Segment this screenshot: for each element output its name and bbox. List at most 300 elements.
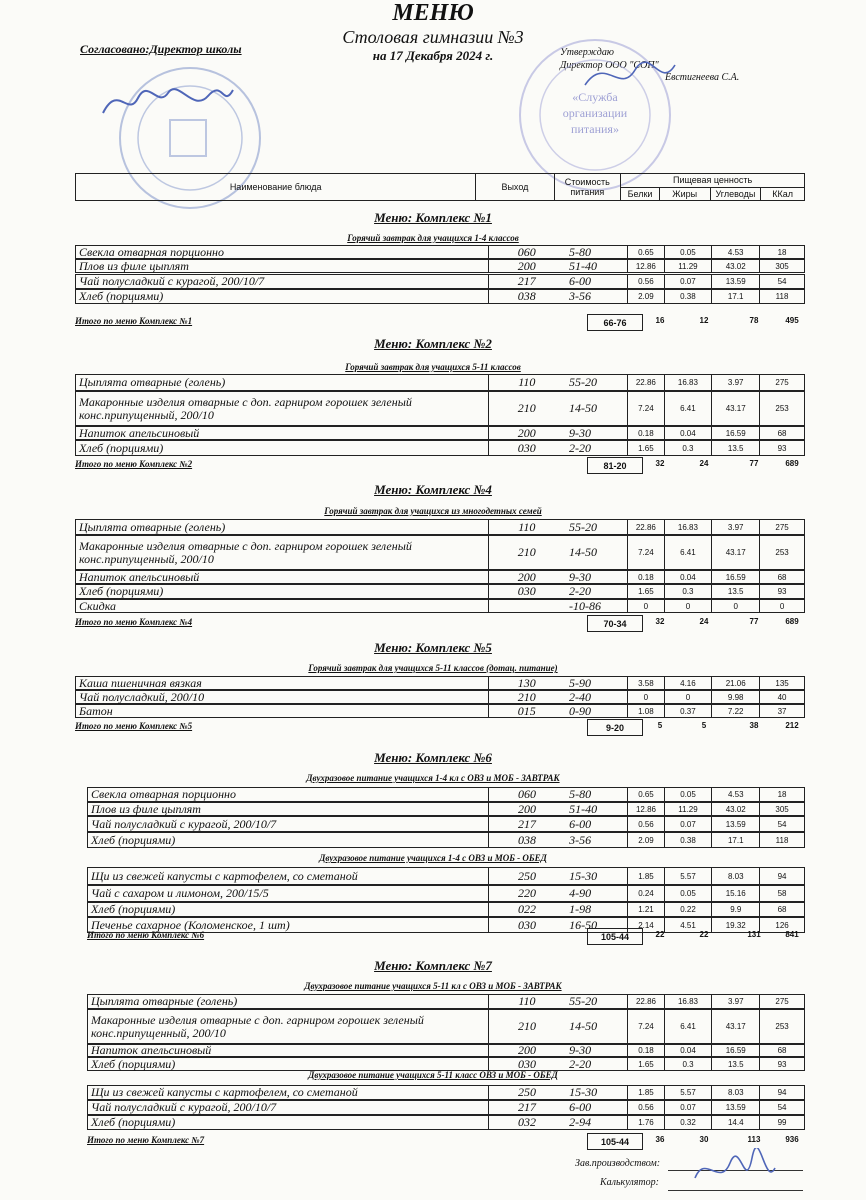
total-label: Итого по меню Комплекс №2 [75, 459, 193, 469]
dish-price: 5-80 [565, 788, 628, 801]
header-price: Стоимость питания [554, 174, 621, 201]
total-price: 66-76 [587, 314, 643, 331]
table-row [87, 816, 805, 832]
director-fio: Евстигнеева С.А. [665, 72, 740, 83]
dish-protein: 0.56 [628, 275, 664, 288]
header-protein: Белки [621, 187, 660, 201]
total-fat: 22 [699, 930, 709, 939]
dish-price: 3-56 [565, 290, 628, 303]
dish-fat: 0.04 [665, 427, 713, 439]
dish-carbs: 9.9 [712, 903, 760, 916]
total-carbs: 131 [747, 930, 761, 939]
dish-protein: 0.65 [628, 788, 664, 801]
dish-kcal: 18 [777, 247, 787, 257]
dish-protein: 0 [628, 600, 664, 612]
dish-fat: 0.3 [665, 1058, 713, 1070]
dish-protein: 22.86 [628, 520, 664, 534]
dish-protein: 7.24 [628, 392, 664, 425]
dish-fat: 5.57 [665, 868, 713, 884]
dish-name: Хлеб (порциями) [76, 290, 489, 303]
table-row [87, 1057, 805, 1071]
table-row [75, 599, 805, 613]
table-row [87, 832, 805, 848]
section-title: Меню: Комплекс №1 [374, 210, 492, 225]
dish-kcal: 54 [777, 277, 787, 286]
dish-carbs: 43.02 [712, 260, 760, 272]
total-carbs: 78 [749, 316, 759, 325]
director-title: Директор ООО "СОП" [560, 60, 659, 71]
dish-kcal: 93 [777, 587, 787, 596]
dish-kcal: 93 [777, 1059, 787, 1069]
dish-output: 250 [517, 1085, 536, 1099]
dish-name: Макаронные изделия отварные с доп. гарниром горошек зеленый конс.припущенный, 200/10 [76, 536, 489, 569]
dish-carbs: 4.53 [712, 788, 760, 801]
dish-name: Хлеб (порциями) [76, 441, 489, 455]
header-nutrition: Пищевая ценность [621, 174, 805, 188]
dish-fat: 6.41 [665, 1010, 713, 1043]
dish-name: Скидка [76, 600, 489, 612]
dish-output: 130 [517, 675, 536, 690]
total-fat: 30 [699, 1135, 709, 1144]
dish-output: 038 [517, 832, 536, 847]
total-label: Итого по меню Комплекс №4 [75, 617, 193, 627]
section-subtitle: Двухразовое питание учащихся 1-4 кл с ОВЗ и МОБ - ЗАВТРАК [306, 773, 560, 783]
dish-name: Плов из филе цыплят [76, 260, 489, 272]
dish-protein: 2.09 [628, 833, 664, 847]
section-title: Меню: Комплекс №4 [374, 482, 492, 497]
dish-price: 9-30 [565, 427, 628, 439]
dish-name: Хлеб (порциями) [76, 585, 489, 598]
dish-fat: 0 [665, 691, 713, 703]
dish-fat: 0.07 [665, 1101, 713, 1114]
dish-name: Хлеб (порциями) [88, 1058, 489, 1070]
dish-fat: 0.07 [665, 817, 713, 831]
total-label: Итого по меню Комплекс №5 [75, 721, 193, 731]
dish-protein: 1.65 [628, 585, 664, 598]
dish-fat: 4.51 [665, 918, 713, 932]
dish-protein: 0.24 [628, 886, 664, 901]
table-row [75, 440, 805, 456]
dish-kcal: 275 [775, 378, 789, 387]
dish-protein: 0.18 [628, 427, 664, 439]
dish-output: 200 [517, 1043, 536, 1057]
section-subtitle: Горячий завтрак для учащихся из многодетных семей [324, 506, 542, 516]
dish-kcal: 40 [777, 692, 787, 702]
dish-kcal: 305 [775, 804, 789, 814]
dish-protein: 0.18 [628, 571, 664, 583]
section-title: Меню: Комплекс №7 [374, 958, 492, 973]
section-title: Меню: Комплекс №6 [374, 750, 492, 765]
total-carbs: 38 [749, 721, 759, 730]
dish-name: Цыплята отварные (голень) [76, 520, 489, 534]
dish-price: 51-40 [565, 803, 628, 815]
table-row [75, 676, 805, 690]
dish-name: Напиток апельсиновый [76, 571, 489, 583]
dish-price: 14-50 [565, 392, 628, 425]
table-row [75, 570, 805, 584]
dish-carbs: 16.59 [712, 427, 760, 439]
section-subtitle: Горячий завтрак для учащихся 5-11 классов [345, 362, 521, 372]
dish-output: 032 [517, 1115, 536, 1129]
director-signature [575, 55, 685, 100]
section-subtitle: Двухразовое питание учащихся 5-11 класс ОВЗ и МОБ - ОБЕД [308, 1070, 558, 1080]
dish-carbs: 8.03 [712, 868, 760, 884]
total-protein: 32 [655, 459, 665, 468]
dish-price: 0-90 [565, 705, 628, 717]
dish-carbs: 8.03 [712, 1086, 760, 1099]
dish-protein: 1.65 [628, 1058, 664, 1070]
dish-kcal: 275 [775, 522, 789, 532]
dish-carbs: 43.17 [712, 536, 760, 569]
header-fat: Жиры [659, 187, 710, 201]
total-carbs: 77 [749, 617, 759, 626]
dish-price: 2-20 [565, 1058, 628, 1070]
dish-carbs: 4.53 [712, 246, 760, 258]
dish-fat: 11.29 [665, 260, 713, 272]
dish-fat: 0.05 [665, 788, 713, 801]
total-kcal: 495 [785, 316, 799, 325]
dish-kcal: 99 [777, 1118, 787, 1127]
header-output: Выход [476, 174, 554, 201]
total-row-1 [75, 316, 805, 330]
dish-carbs: 21.06 [712, 677, 760, 689]
dish-carbs: 19.32 [712, 918, 760, 932]
dish-protein: 1.65 [628, 441, 664, 455]
dish-price: 51-40 [565, 260, 628, 272]
dish-price: 1-98 [565, 903, 628, 916]
total-protein: 16 [655, 316, 665, 325]
dish-price: 4-90 [565, 886, 628, 901]
dish-carbs: 9.98 [712, 691, 760, 703]
dish-protein: 1.85 [628, 1086, 664, 1099]
dish-name: Щи из свежей капусты с картофелем, со сметаной [88, 868, 489, 884]
dish-output: 210 [517, 401, 536, 415]
table-row [75, 519, 805, 535]
footer-calc: Калькулятор: [600, 1177, 659, 1188]
page-title: МЕНЮ [392, 0, 474, 26]
total-kcal: 841 [785, 930, 799, 939]
total-price: 9-20 [587, 719, 643, 736]
total-price: 81-20 [587, 457, 643, 474]
dish-price: 5-80 [565, 246, 628, 258]
school-signature [98, 78, 238, 128]
dish-output [489, 600, 565, 612]
table-row [75, 374, 805, 391]
dish-name: Свекла отварная порционно [76, 246, 489, 258]
dish-kcal: 68 [777, 428, 787, 438]
dish-price: 15-30 [565, 1086, 628, 1099]
table-row [75, 274, 805, 289]
approve-word: Утверждаю [560, 47, 614, 58]
dish-price: 3-56 [565, 833, 628, 847]
dish-kcal: 94 [777, 1088, 787, 1097]
table-row [75, 391, 805, 426]
dish-price: 2-40 [565, 691, 628, 703]
dish-price: 55-20 [565, 520, 628, 534]
dish-protein: 1.08 [628, 705, 664, 717]
dish-kcal: 54 [777, 819, 787, 829]
dish-output: 200 [517, 258, 536, 273]
dish-name: Напиток апельсиновый [76, 427, 489, 439]
table-row [87, 1085, 805, 1100]
dish-fat: 0.38 [665, 290, 713, 303]
dish-kcal: 118 [775, 292, 789, 301]
dish-output: 200 [517, 801, 536, 816]
dish-carbs: 7.22 [712, 705, 760, 717]
dish-carbs: 16.59 [712, 1045, 760, 1056]
total-row-7 [75, 1135, 805, 1149]
dish-output: 110 [518, 375, 536, 389]
dish-carbs: 13.59 [712, 275, 760, 288]
dish-kcal: 18 [777, 790, 787, 799]
dish-output: 030 [517, 440, 536, 455]
table-row [87, 1009, 805, 1044]
dish-name: Цыплята отварные (голень) [76, 375, 489, 390]
dish-protein: 12.86 [628, 260, 664, 272]
stamp-line-1: «Служба [572, 90, 618, 104]
dish-price: 5-90 [565, 677, 628, 689]
total-kcal: 212 [785, 721, 799, 730]
total-carbs: 77 [749, 459, 759, 468]
dish-kcal: 0 [779, 601, 785, 611]
dish-carbs: 17.1 [712, 833, 760, 847]
dish-output: 217 [517, 816, 536, 831]
dish-kcal: 94 [777, 871, 787, 881]
dish-name: Хлеб (порциями) [88, 833, 489, 847]
dish-fat: 0.37 [665, 705, 713, 717]
total-price: 70-34 [587, 615, 643, 632]
dish-kcal: 54 [777, 1103, 787, 1112]
dish-carbs: 43.17 [712, 1010, 760, 1043]
dish-output: 250 [517, 868, 536, 883]
table-row [87, 1115, 805, 1130]
dish-kcal: 305 [775, 261, 789, 271]
dish-name: Плов из филе цыплят [88, 803, 489, 815]
dish-fat: 0.3 [665, 441, 713, 455]
total-fat: 5 [701, 721, 707, 730]
dish-fat: 0.3 [665, 585, 713, 598]
dish-fat: 6.41 [665, 392, 713, 425]
dish-name: Чай с сахаром и лимоном, 200/15/5 [88, 886, 489, 901]
dish-output: 060 [517, 244, 536, 259]
dish-output: 030 [517, 917, 536, 932]
dish-kcal: 68 [777, 1046, 787, 1055]
dish-name: Печенье сахарное (Коломенское, 1 шт) [88, 918, 489, 932]
section-subtitle: Двухразовое питание учащихся 1-4 с ОВЗ и МОБ - ОБЕД [319, 853, 547, 863]
total-row-5 [75, 721, 805, 735]
total-price: 105-44 [587, 1133, 643, 1150]
section-title: Меню: Комплекс №5 [374, 640, 492, 655]
total-label: Итого по меню Комплекс №6 [87, 930, 205, 940]
dish-fat: 16.83 [665, 995, 713, 1008]
menu-date: на 17 Декабря 2024 г. [372, 48, 494, 63]
dish-fat: 4.16 [665, 677, 713, 689]
table-row [87, 994, 805, 1009]
dish-price: 2-94 [565, 1116, 628, 1129]
dish-protein: 7.24 [628, 536, 664, 569]
dish-carbs: 13.5 [712, 441, 760, 455]
dish-kcal: 126 [775, 920, 789, 930]
dish-name: Чай полусладкий с курагой, 200/10/7 [88, 1101, 489, 1114]
dish-protein: 0 [628, 691, 664, 703]
dish-protein: 1.76 [628, 1116, 664, 1129]
dish-fat: 16.83 [665, 520, 713, 534]
table-row [87, 867, 805, 885]
dish-price: 14-50 [565, 536, 628, 569]
dish-name: Чай полусладкий с курагой, 200/10/7 [88, 817, 489, 831]
dish-carbs: 43.17 [712, 392, 760, 425]
dish-carbs: 3.97 [712, 995, 760, 1008]
dish-price: 15-30 [565, 868, 628, 884]
dish-price: -10-86 [565, 600, 628, 612]
dish-fat: 16.83 [665, 375, 713, 390]
dish-kcal: 68 [777, 905, 787, 914]
dish-kcal: 253 [775, 1022, 789, 1031]
dish-output: 220 [517, 886, 536, 900]
total-kcal: 689 [785, 617, 799, 626]
dish-fat: 0 [665, 600, 713, 612]
dish-name: Каша пшеничная вязкая [76, 677, 489, 689]
dish-output: 210 [517, 545, 536, 559]
dish-name: Чай полусладкий с курагой, 200/10/7 [76, 275, 489, 288]
dish-protein: 2.14 [628, 918, 664, 932]
footer-signature [690, 1148, 780, 1200]
table-row [75, 584, 805, 599]
dish-price: 2-20 [565, 585, 628, 598]
dish-fat: 0.38 [665, 833, 713, 847]
total-protein: 32 [655, 617, 665, 626]
dish-name: Макаронные изделия отварные с доп. гарниром горошек зеленый конс.припущенный, 200/10 [76, 392, 489, 425]
dish-protein: 0.65 [628, 246, 664, 258]
page-subtitle: Столовая гимназии №3 [342, 27, 524, 47]
total-price: 105-44 [587, 928, 643, 945]
dish-price: 9-30 [565, 1045, 628, 1056]
total-label: Итого по меню Комплекс №1 [75, 316, 193, 326]
section-subtitle: Двухразовое питание учащихся 5-11 кл с ОВЗ и МОБ - ЗАВТРАК [304, 981, 562, 991]
dish-carbs: 14.4 [712, 1116, 760, 1129]
dish-name: Щи из свежей капусты с картофелем, со сметаной [88, 1086, 489, 1099]
dish-price: 9-30 [565, 571, 628, 583]
approved-left: Согласовано:Директор школы [80, 42, 242, 56]
total-fat: 24 [699, 459, 709, 468]
total-kcal: 936 [785, 1135, 799, 1144]
dish-protein: 0.56 [628, 1101, 664, 1114]
dish-carbs: 3.97 [712, 375, 760, 390]
table-row [75, 426, 805, 440]
dish-output: 060 [517, 787, 536, 801]
stamp-line-3: питания» [571, 122, 619, 136]
dish-carbs: 13.59 [712, 817, 760, 831]
dish-fat: 11.29 [665, 803, 713, 815]
dish-output: 217 [517, 274, 536, 288]
dish-kcal: 93 [777, 443, 787, 453]
total-row-6 [75, 930, 805, 944]
dish-protein: 0.18 [628, 1045, 664, 1056]
dish-fat: 0.05 [665, 246, 713, 258]
dish-protein: 0.56 [628, 817, 664, 831]
table-row [75, 690, 805, 704]
table-row [87, 1100, 805, 1115]
dish-price: 6-00 [565, 817, 628, 831]
dish-carbs: 13.59 [712, 1101, 760, 1114]
section-subtitle: Горячий завтрак для учащихся 5-11 классов (дотац. питание) [308, 663, 558, 673]
table-row [75, 245, 805, 259]
dish-output: 038 [517, 289, 536, 303]
total-fat: 12 [699, 316, 709, 325]
dish-carbs: 16.59 [712, 571, 760, 583]
dish-protein: 22.86 [628, 995, 664, 1008]
dish-fat: 0.05 [665, 886, 713, 901]
dish-carbs: 3.97 [712, 520, 760, 534]
dish-fat: 5.57 [665, 1086, 713, 1099]
dish-price: 16-50 [565, 918, 628, 932]
dish-fat: 0.04 [665, 1045, 713, 1056]
table-header [75, 173, 805, 201]
dish-output: 200 [517, 425, 536, 440]
dish-fat: 0.22 [665, 903, 713, 916]
dish-output: 210 [517, 1019, 536, 1033]
total-fat: 24 [699, 617, 709, 626]
table-row [87, 787, 805, 802]
dish-output: 030 [517, 1056, 536, 1071]
dish-protein: 1.21 [628, 903, 664, 916]
total-row-2 [75, 459, 805, 473]
dish-protein: 3.58 [628, 677, 664, 689]
dish-output: 015 [517, 703, 536, 718]
dish-kcal: 253 [775, 548, 789, 557]
table-row [87, 885, 805, 902]
section-subtitle: Горячий завтрак для учащихся 1-4 классов [347, 233, 519, 243]
total-label: Итого по меню Комплекс №7 [87, 1135, 205, 1145]
table-row [75, 704, 805, 718]
dish-kcal: 275 [775, 997, 789, 1006]
dish-output: 110 [518, 519, 536, 534]
dish-carbs: 13.5 [712, 585, 760, 598]
header-name: Наименование блюда [76, 174, 476, 201]
dish-carbs: 15.16 [712, 886, 760, 901]
dish-name: Чай полусладкий, 200/10 [76, 691, 489, 703]
dish-name: Цыплята отварные (голень) [88, 995, 489, 1008]
dish-price: 55-20 [565, 995, 628, 1008]
dish-kcal: 58 [777, 889, 787, 898]
dish-output: 022 [517, 902, 536, 916]
footer-producer: Зав.производством: [575, 1158, 661, 1169]
dish-name: Батон [76, 705, 489, 717]
dish-output: 110 [518, 994, 536, 1008]
dish-kcal: 37 [777, 706, 787, 716]
dish-kcal: 135 [775, 678, 789, 688]
dish-price: 6-00 [565, 1101, 628, 1114]
dish-name: Хлеб (порциями) [88, 1116, 489, 1129]
dish-fat: 0.04 [665, 571, 713, 583]
dish-kcal: 253 [775, 404, 789, 413]
dish-name: Макаронные изделия отварные с доп. гарниром горошек зеленый конс.припущенный, 200/10 [88, 1010, 489, 1043]
dish-fat: 6.41 [665, 536, 713, 569]
total-protein: 22 [655, 930, 665, 939]
dish-output: 217 [517, 1100, 536, 1114]
dish-output: 210 [517, 689, 536, 704]
dish-carbs: 13.5 [712, 1058, 760, 1070]
dish-kcal: 68 [777, 572, 787, 582]
table-row [75, 259, 805, 273]
total-protein: 36 [655, 1135, 665, 1144]
dish-carbs: 43.02 [712, 803, 760, 815]
dish-output: 200 [517, 569, 536, 584]
table-row [87, 902, 805, 917]
dish-name: Свекла отварная порционно [88, 788, 489, 801]
dish-protein: 7.24 [628, 1010, 664, 1043]
dish-protein: 2.09 [628, 290, 664, 303]
